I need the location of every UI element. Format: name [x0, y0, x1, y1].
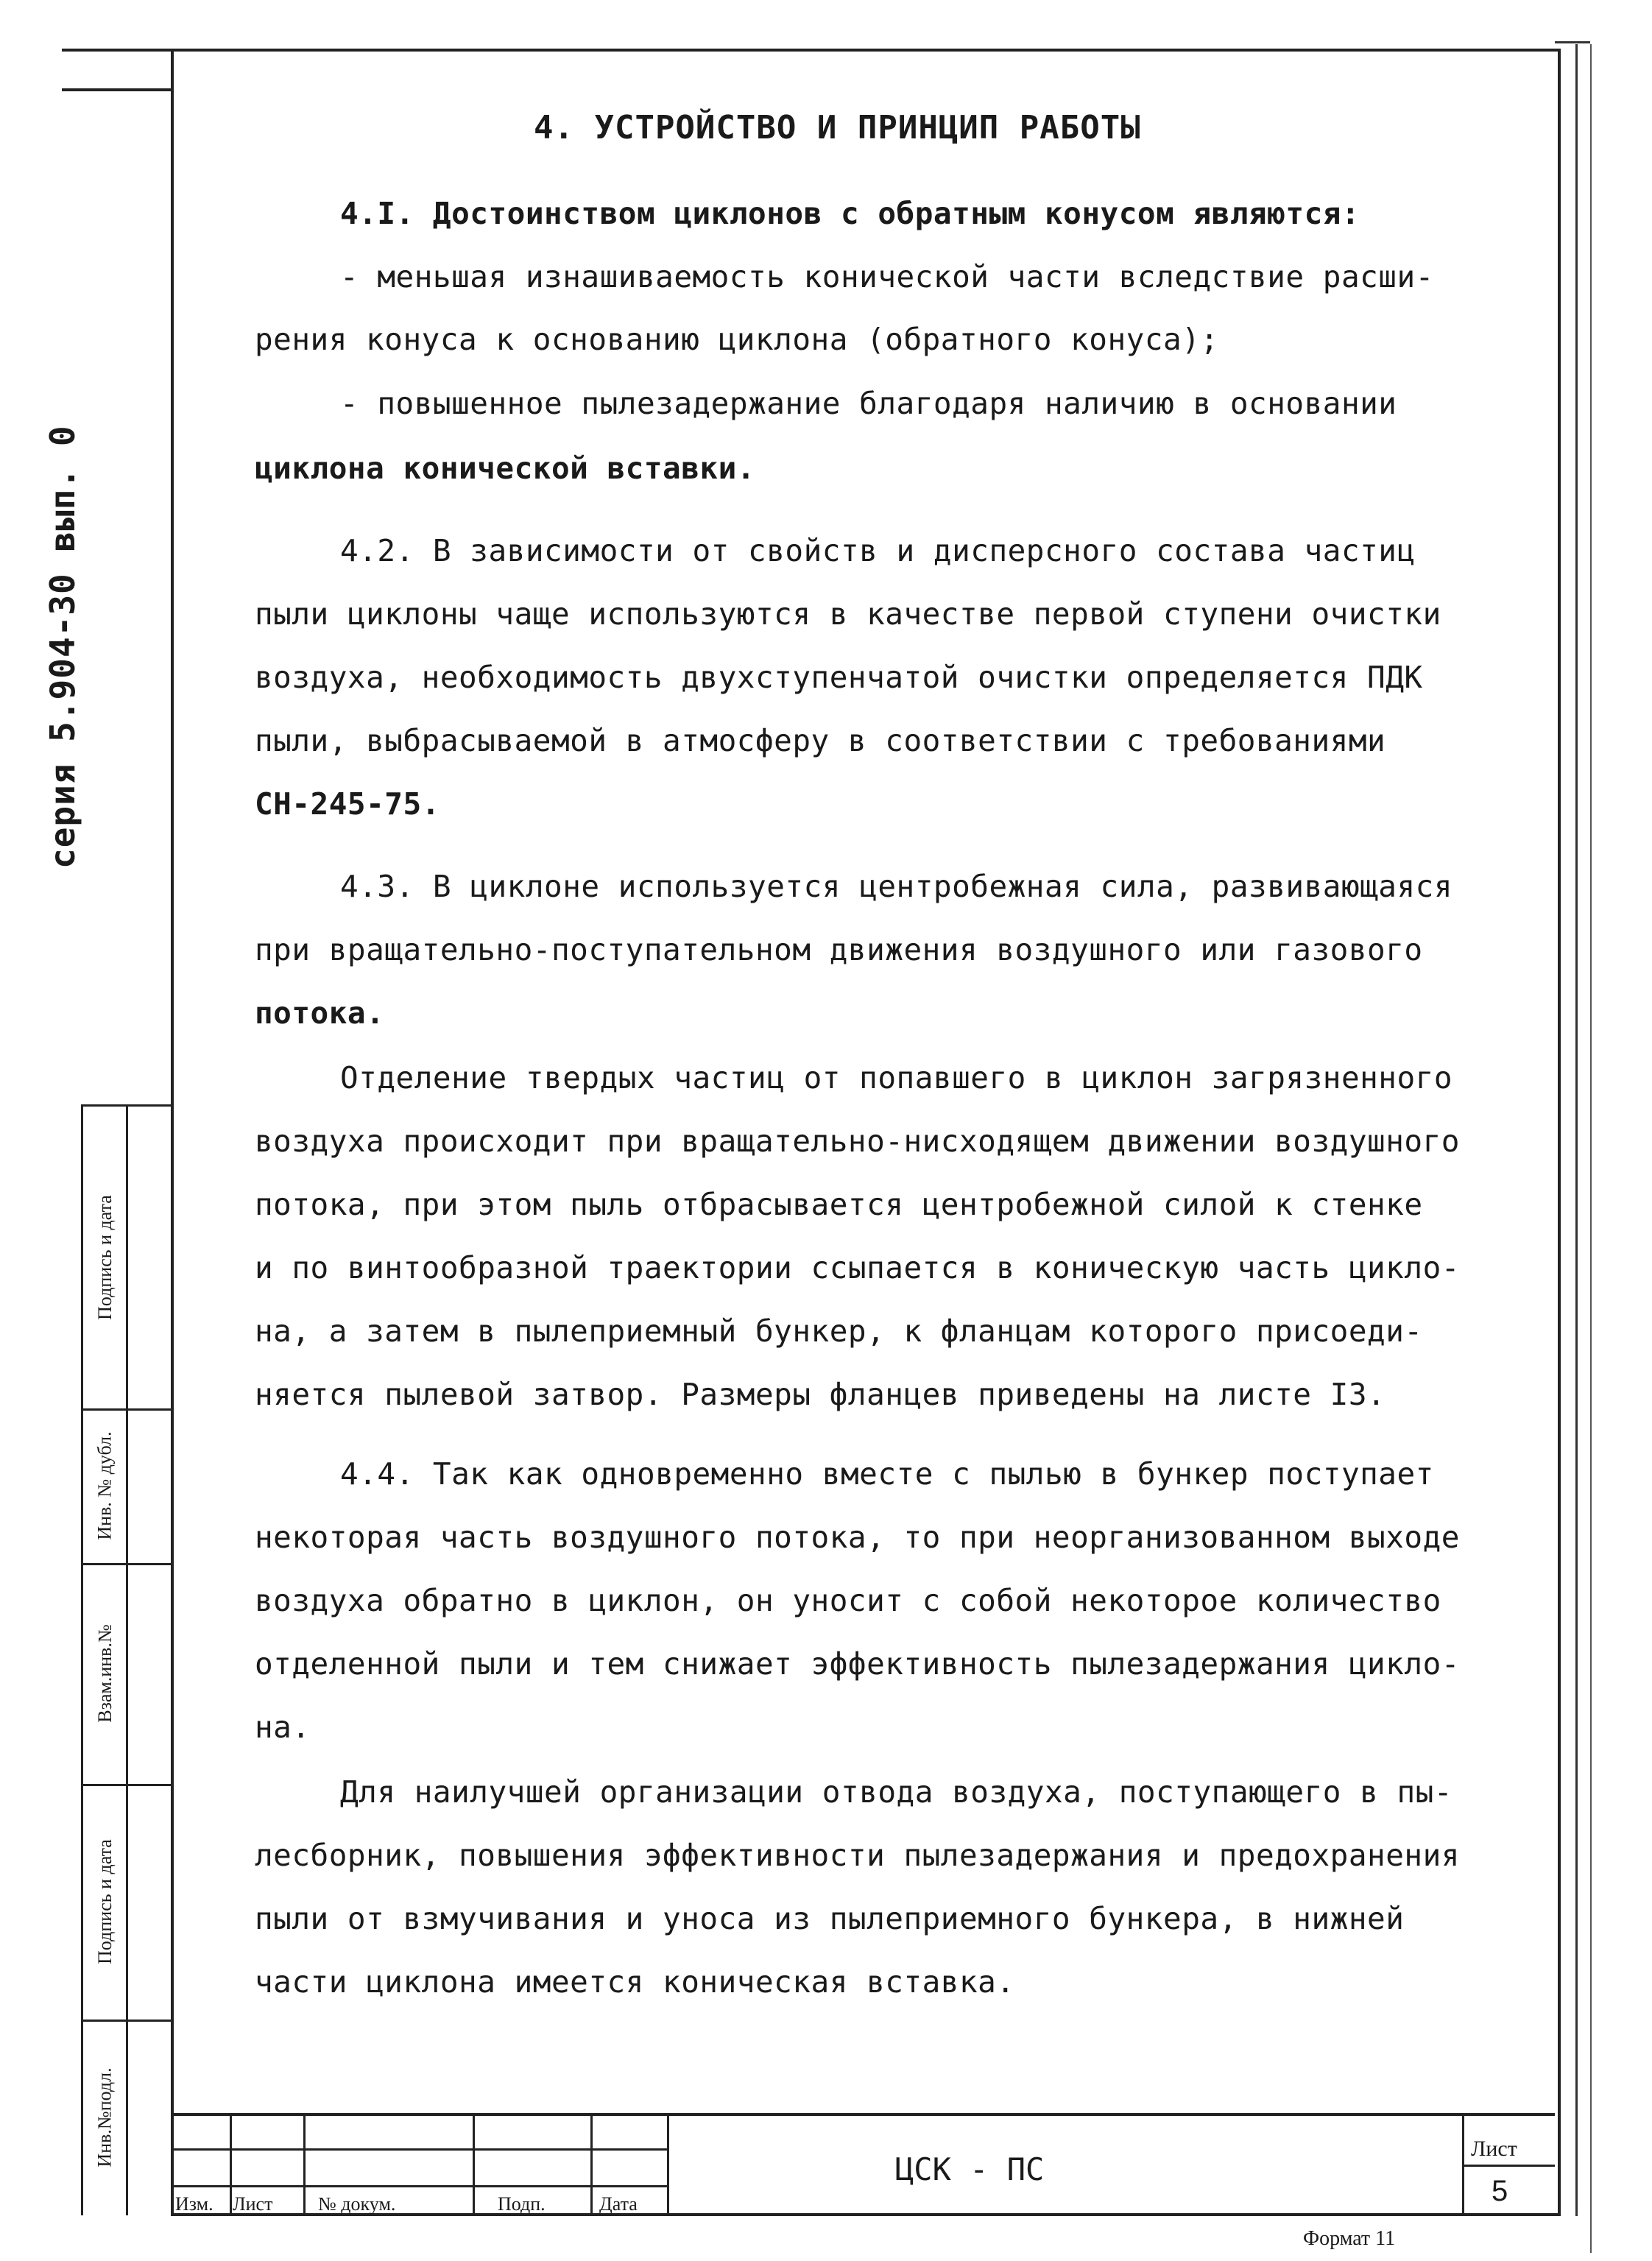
- text-line: лесборник, повышения эффективности пылезадержания и предохранения: [255, 1838, 1460, 1873]
- stamp-label-duplicate-inv: Инв. № дубл.: [94, 1431, 116, 1540]
- sheet-label: Лист: [1471, 2137, 1517, 2161]
- text-line: при вращательно-поступательном движения воздушного или газового: [255, 932, 1423, 967]
- text-line: на.: [255, 1710, 311, 1745]
- text-line: пыли, выбрасываемой в атмосферу в соответствии с требованиями: [255, 723, 1386, 758]
- text-line: части циклона имеется коническая вставка.: [255, 1964, 1015, 2000]
- text-line: 4.3. В циклоне используется центробежная сила, развивающаяся: [340, 869, 1453, 904]
- text-line: 4.2. В зависимости от свойств и дисперсного состава частиц: [340, 533, 1416, 568]
- title-block-divider: [174, 2185, 667, 2187]
- text-line: рения конуса к основанию циклона (обратного конуса);: [255, 322, 1219, 357]
- text-line: няется пылевой затвор. Размеры фланцев приведены на листе I3.: [255, 1377, 1386, 1412]
- sheet-number: 5: [1492, 2175, 1508, 2207]
- title-block-divider: [303, 2116, 306, 2216]
- stamp-divider: [126, 1107, 128, 2215]
- text-line: - меньшая изнашиваемость конической части вследствие расши-: [340, 259, 1434, 294]
- text-line: на, а затем в пылеприемный бункер, к фланцам которого присоеди-: [255, 1313, 1423, 1349]
- text-line: - повышенное пылезадержание благодаря наличию в основании: [340, 386, 1397, 421]
- section-heading: 4. УСТРОЙСТВО И ПРИНЦИП РАБОТЫ: [534, 109, 1141, 147]
- stamp-label-sign-date: Подпись и дата: [94, 1195, 116, 1320]
- text-line: потока, при этом пыль отбрасывается центробежной силой к стенке: [255, 1187, 1423, 1222]
- text-line: пыли циклоны чаще используются в качестве первой ступени очистки: [255, 596, 1441, 632]
- caption-signature: Подп.: [498, 2193, 546, 2215]
- stamp-label-replacement-inv: Взам.инв.№: [94, 1624, 116, 1723]
- title-block-divider: [1462, 2165, 1555, 2167]
- outer-frame-line: [1575, 44, 1578, 2216]
- caption-revision: Изм.: [175, 2193, 213, 2215]
- text-line: Для наилучшей организации отвода воздуха, поступающего в пы-: [340, 1774, 1453, 1810]
- text-line: потока.: [255, 995, 385, 1031]
- text-line: некоторая часть воздушного потока, то при неорганизованном выходе: [255, 1520, 1460, 1555]
- text-line: и по винтообразной траектории ссыпается в коническую часть цикло-: [255, 1250, 1460, 1285]
- text-line: 4.I. Достоинством циклонов с обратным конусом являются:: [340, 196, 1360, 231]
- series-label: серия 5.904-30 вып. 0: [43, 425, 82, 869]
- caption-date: Дата: [599, 2193, 638, 2215]
- text-line: воздуха обратно в циклон, он уносит с собой некоторое количество: [255, 1583, 1441, 1618]
- text-line: Отделение твердых частиц от попавшего в циклон загрязненного: [340, 1060, 1453, 1096]
- stamp-label-inv-orig: Инв.№подл.: [94, 2067, 116, 2167]
- text-line: СН-245-75.: [255, 786, 440, 822]
- text-line: циклона конической вставки.: [255, 451, 755, 486]
- text-line: 4.4. Так как одновременно вместе с пылью в бункер поступает: [340, 1456, 1434, 1492]
- title-block: [174, 2113, 1555, 2216]
- title-block-divider: [667, 2116, 669, 2216]
- title-block-divider: [230, 2116, 232, 2216]
- frame-corner-mark: [1555, 41, 1590, 43]
- title-block-divider: [590, 2116, 593, 2216]
- text-line: воздуха происходит при вращательно-нисходящем движении воздушного: [255, 1124, 1460, 1159]
- title-block-divider: [473, 2116, 475, 2216]
- title-block-divider: [174, 2148, 667, 2151]
- caption-sheet: Лист: [233, 2193, 273, 2215]
- outer-frame-line: [1590, 44, 1592, 2253]
- stamp-label-sign-date: Подпись и дата: [94, 1839, 116, 1964]
- document-code: ЦСК - ПС: [895, 2151, 1045, 2187]
- text-line: отделенной пыли и тем снижает эффективность пылезадержания цикло-: [255, 1646, 1460, 1682]
- caption-document-number: № докум.: [318, 2193, 396, 2215]
- frame-margin-line: [62, 88, 171, 91]
- approval-stamp-column: [81, 1104, 173, 2215]
- paper-format: Формат 11: [1303, 2227, 1396, 2250]
- text-line: воздуха, необходимость двухступенчатой очистки определяется ПДК: [255, 660, 1423, 695]
- text-line: пыли от взмучивания и уноса из пылеприемного бункера, в нижней: [255, 1901, 1405, 1936]
